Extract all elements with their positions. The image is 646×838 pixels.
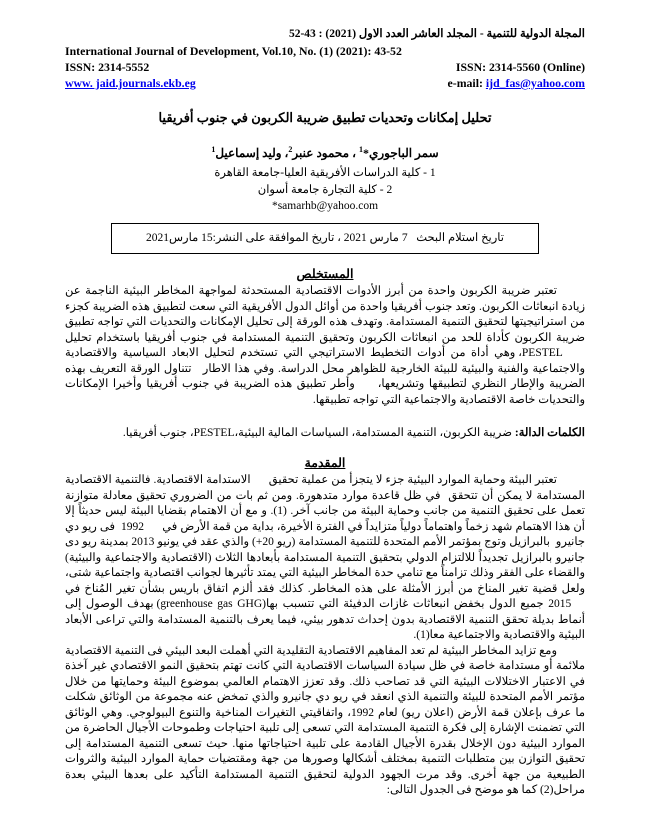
issn-print: ISSN: 2314-5552 — [65, 60, 150, 74]
author-3: وليد إسماعيل — [215, 146, 282, 160]
dates-box: تاريخ استلام البحث 7 مارس 2021 ، تاريخ الموافقة على النشر:15 مارس2021 — [111, 223, 539, 254]
affiliation-1: 1 - كلية الدراسات الأفريقية العليا-جامعة القاهرة — [214, 167, 436, 179]
author-2-affiliation-mark: 2 — [288, 145, 293, 154]
journal-title-english: International Journal of Development, Vol.10, No. (1) (2021): 43-52 — [65, 44, 402, 58]
corresponding-author-email: *samarhb@yahoo.com — [271, 200, 379, 212]
authors-separator-2: ، — [281, 146, 289, 160]
author-3-affiliation-mark: 1 — [211, 145, 216, 154]
keywords-line — [65, 425, 585, 441]
journal-title-arabic: المجلة الدولية للتنمية - المجلد العاشر العدد الاول (2021) : 43-52 — [288, 28, 585, 40]
keywords-text: ضريبة الكربون، التنمية المستدامة، السياسات المالية البيئية،PESTEL، جنوب أفريقيا. — [122, 427, 515, 439]
affiliations-block — [65, 165, 585, 198]
introduction-paragraph-2: ومع تزايد المخاطر البيئية لم تعد المفاهيم الاقتصادية التقليدية التي أهملت البعد البيئي فى التنمية الاقتصادية ملائمة أو مستدامة خاصة في ظل سيادة السياسات الاقتصادية التي كانت تهتم بتحقيق النمو الاقتصادي غير آخذة في الاعتبار الاختلالات البيئية التي قد تصاحب ذلك. وقد تعزز الاهتمام العالمي بموضوع البيئة وحمايتها من خلال مؤتمر الأمم المتحدة للبيئة والتنمية الذي انعقد في ريو دي جانيرو والذي تمخض عنه مجموعة من الوثائق شكلت ما عرف بإعلان قمة الأرض (اعلان ريو) لعام 1992، واتفاقيتي التغيرات المناخية والتنوع البيولوجي. وهي الوثائق التي تضمنت الإشارة إلى فكرة التنمية المستدامة التي تسعى إلى تلبية احتياجات وطموحات الأجيال الحاضرة من الموارد البيئية دون الإخلال بقدرة الأجيال القادمة على تلبية احتياجاتها منها. حيث تسعى التنمية المستدامة إلى تحقيق التوازن بين متطلبات التنمية بمختلف أشكالها وصورها من جهة ومقتضيات حماية الموارد البيئية والثروات الطبيعية من جهة أخرى. وقد مرت الجهود الدولية لتحقيق التنمية المستدامة التأكيد على بعدها البيئي بعدة مراحل(2) كما هو موضح فى الجدول التالى: — [65, 644, 586, 796]
links-row — [65, 75, 585, 91]
journal-website-link[interactable]: www. jaid.journals.ekb.eg — [65, 76, 196, 90]
authors-separator-1: ، — [349, 146, 359, 160]
email-label: e-mail: — [447, 76, 486, 90]
author-2: محمود عنبر — [292, 146, 350, 160]
paper-title: تحليل إمكانات وتحديات تطبيق ضريبة الكربون في جنوب أفريقيا — [158, 110, 492, 125]
authors-line — [65, 142, 585, 161]
introduction-heading: المقدمة — [304, 456, 346, 470]
issn-row — [65, 59, 585, 75]
journal-email-link[interactable]: ijd_fas@yahoo.com — [485, 76, 585, 90]
keywords-label: الكلمات الدالة: — [514, 427, 585, 439]
author-1: سمر الباجوري* — [362, 146, 439, 160]
journal-header — [65, 26, 585, 91]
journal-email-wrap — [448, 75, 585, 91]
affiliation-2: 2 - كلية التجارة جامعة أسوان — [257, 183, 393, 196]
introduction-paragraph-1: تعتبر البيئة وحماية الموارد البيئية جزء لا يتجزأ من عملية تحقيق الاستدامة الاقتصادية. فالتنمية الاقتصادية المستدامة لا يمكن أن تتحقق في ظل قاعدة موارد متدهورة. ومن ثم بات من الضروري تحقيق معادلة متوازنة تعمل على تحقيق التنمية من جانب وحماية البيئة من جانب آخر. (1). و مع أن الاهتمام بقضايا البيئة ليس حديثاً إلا أن هذا الاهتمام شهد زخماً واهتماماً دولياً متزايداً في الفترة الأخيرة، بداية من قمة الأرض في 1992 فى ريو دي جانيرو بالبرازيل وتوج بمؤتمر الأمم المتحدة للتنمية المستدامة (ريو 20+) والذي عقد في يونيو 2013 بمدينة ريو دى جانيرو بالبرازيل تجديداً للالتزام الدولي بتحقيق التنمية المستدامة بأبعادها الثلاث (الاقتصادية والاجتماعية والبيئية) والقضاء على الفقر وذلك تزامناً مع تنامي حدة المخاطر البيئية التي يمتد تأثيرها لجوانب اقتصادية واجتماعية شتى، ولعل قضية تغير المناخ من أبرز الأمثلة على هذه المخاطر. كذلك فقد ألزم اتفاق باريس بشأن تغير المُناخ في 2015 جميع الدول بخفض انبعاثات غازات الدفيئة التي تتسبب بها(greenhouse gas GHG) بهدف الوصول إلى أنماط بديلة تحقق التنمية الاقتصادية بدون إحداث تدهور بيئي، فيما يعرف بالتنمية المستدامة والتي تراعى الأبعاد البيئية والاقتصادية والاجتماعية معا(1). — [65, 474, 585, 641]
abstract-heading: المستخلص — [296, 267, 354, 281]
author-1-affiliation-mark: 1 — [358, 145, 363, 154]
abstract-paragraph: تعتبر ضريبة الكربون واحدة من أبرز الأدوات الاقتصادية المستحدثة لمواجهة المخاطر البيئية الناجمة عن زيادة انبعاثات الكربون. وتعد جنوب أفريقيا واحدة من أوائل الدول الأفريقية التي سعت لتطبيق هذه الضريبة كجزء من استراتيجيتها لتحقيق التنمية المستدامة. وتهدف هذه الورقة إلى تحليل الإمكانات والتحديات التي تواجه تطبيق ضريبة الكربون كأداة للحد من انبعاثات الكربون وتحقيق التنمية المستدامة في جنوب أفريقيا باستخدام تحليل PESTEL، وهي أداة من أدوات التخطيط الاستراتيجي التي تستخدم لتحليل الابعاد السياسية والاقتصادية والاجتماعية والفنية والبيئية للبيئة الخارجية للظواهر محل الدراسة. وفي هذا الاطار تتناول الورقة التعريف بهذه الضريبة والإطار النظري لتطبيقها وتشريعها، وأطر تطبيق هذه الضريبة في جنوب أفريقيا وأخيرا الإمكانات والتحديات خاصة الاقتصادية والاجتماعية التي تواجه تطبيقها. — [65, 285, 586, 406]
issn-online: ISSN: 2314-5560 (Online) — [455, 60, 585, 74]
